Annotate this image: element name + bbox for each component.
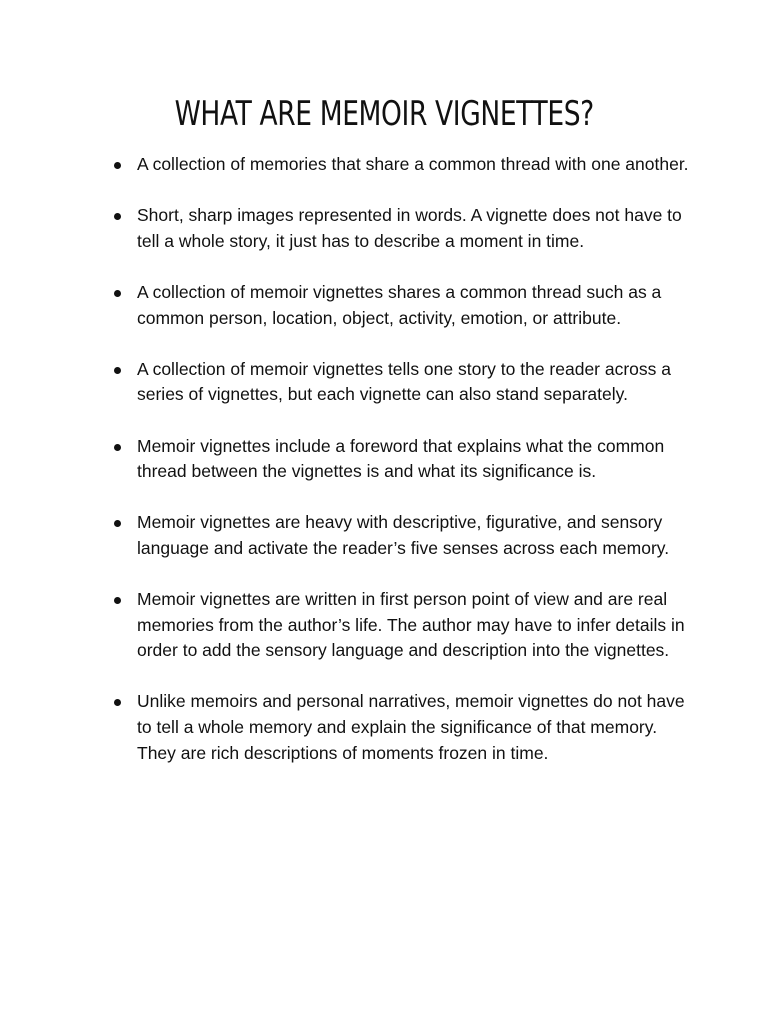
list-item (110, 434, 690, 485)
bullet-icon (114, 367, 121, 374)
bullet-icon (114, 162, 121, 169)
bullet-list (110, 152, 690, 792)
list-item (110, 203, 690, 254)
list-item (110, 357, 690, 408)
page-title: WHAT ARE MEMOIR VIGNETTES? (174, 94, 594, 134)
bullet-icon (114, 444, 121, 451)
bullet-text: A collection of memoir vignettes tells one story to the reader across a series of vignettes, but each vignette can also stand separately. (137, 358, 672, 405)
list-item (110, 510, 690, 561)
bullet-text: Memoir vignettes are written in first person point of view and are real memories from the author’s life. The author may have to infer details in order to add the sensory language and description into the vignettes. (137, 589, 685, 661)
bullet-text: Short, sharp images represented in words. A vignette does not have to tell a whole story, it just has to describe a moment in time. (137, 205, 682, 251)
bullet-icon (114, 597, 121, 604)
list-item (110, 152, 690, 178)
bullet-text: Memoir vignettes include a foreword that explains what the common thread between the vignettes is and what its significance is. (137, 435, 665, 482)
list-item (110, 280, 690, 331)
bullet-text: A collection of memories that share a common thread with one another. (137, 154, 689, 174)
list-item (110, 587, 690, 664)
bullet-icon (114, 699, 121, 706)
bullet-text: Unlike memoirs and personal narratives, memoir vignettes do not have to tell a whole memory and explain the significance of that memory. They are rich descriptions of moments frozen in time. (137, 691, 685, 763)
list-item (110, 689, 690, 766)
bullet-text: Memoir vignettes are heavy with descriptive, figurative, and sensory language and activate the reader’s five senses across each memory. (137, 512, 670, 558)
bullet-icon (114, 290, 121, 297)
bullet-icon (114, 213, 121, 220)
bullet-icon (114, 520, 121, 527)
bullet-text: A collection of memoir vignettes shares a common thread such as a common person, location, object, activity, emotion, or attribute. (137, 281, 662, 328)
